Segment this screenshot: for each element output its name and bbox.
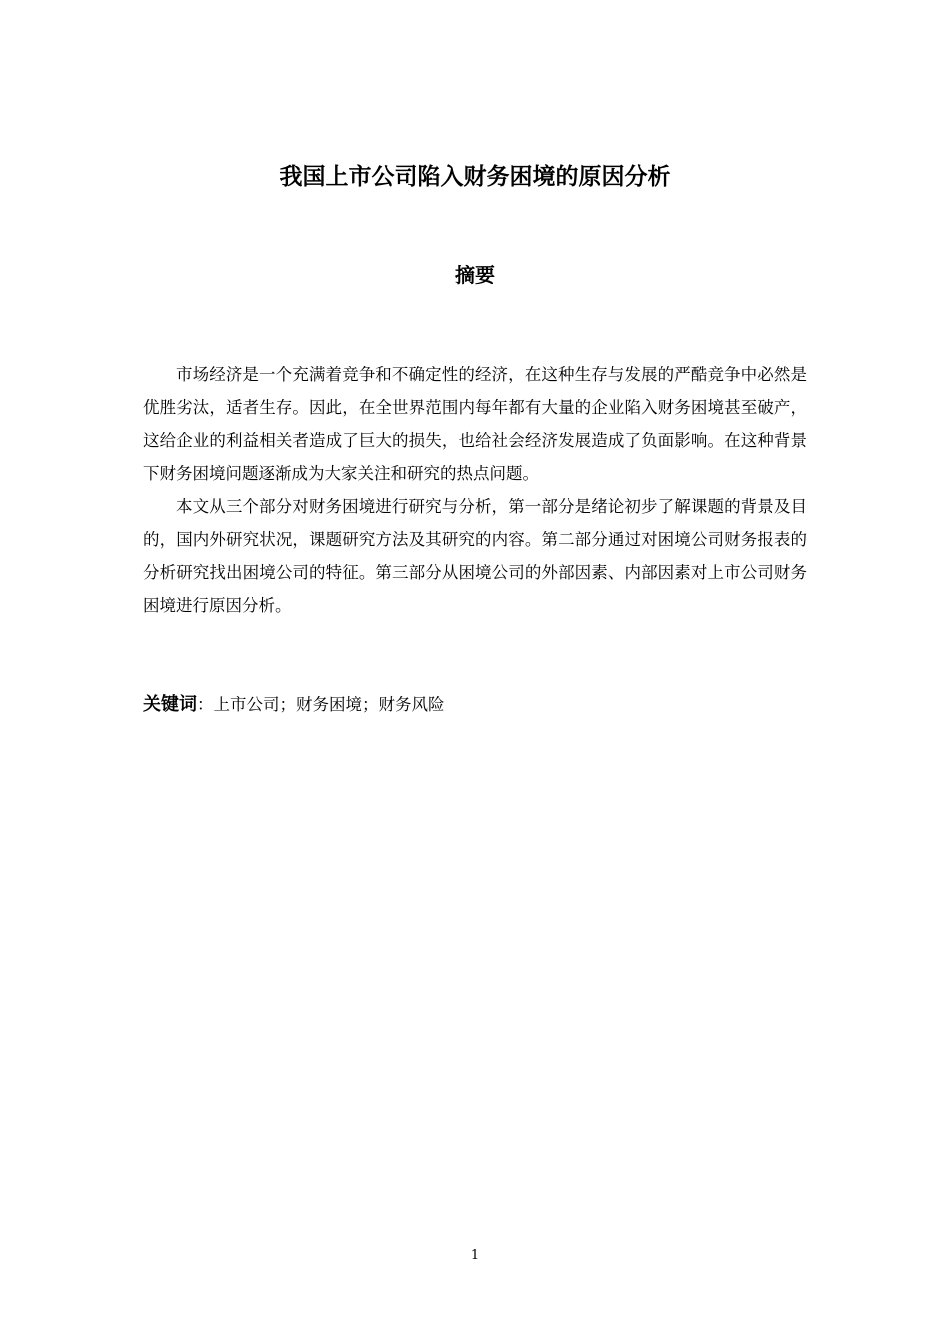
keywords-separator: ： [197,695,214,714]
page-number: 1 [470,1248,480,1263]
document-title: 我国上市公司陷入财务困境的原因分析 [279,164,671,190]
abstract-paragraph-1: 市场经济是一个充满着竞争和不确定性的经济，在这种生存与发展的严酷竞争中必然是优胜劣汰，适者生存。因此，在全世界范围内每年都有大量的企业陷入财务困境甚至破产，这给企业的利益相关者造成了巨大的损失，也给社会经济发展造成了负面影响。在这种背景下财务困境问题逐渐成为大家关注和研究的热点问题。 [143,365,807,483]
abstract-body [143,358,807,622]
keywords-text: 上市公司；财务困境；财务风险 [213,695,445,714]
abstract-heading: 摘要 [455,263,495,287]
keywords-label: 关键词 [143,694,197,715]
abstract-paragraph-2: 本文从三个部分对财务困境进行研究与分析，第一部分是绪论初步了解课题的背景及目的，国内外研究状况，课题研究方法及其研究的内容。第二部分通过对困境公司财务报表的分析研究找出困境公司的特征。第三部分从困境公司的外部因素、内部因素对上市公司财务困境进行原因分析。 [143,497,807,615]
keywords-line [143,689,807,721]
